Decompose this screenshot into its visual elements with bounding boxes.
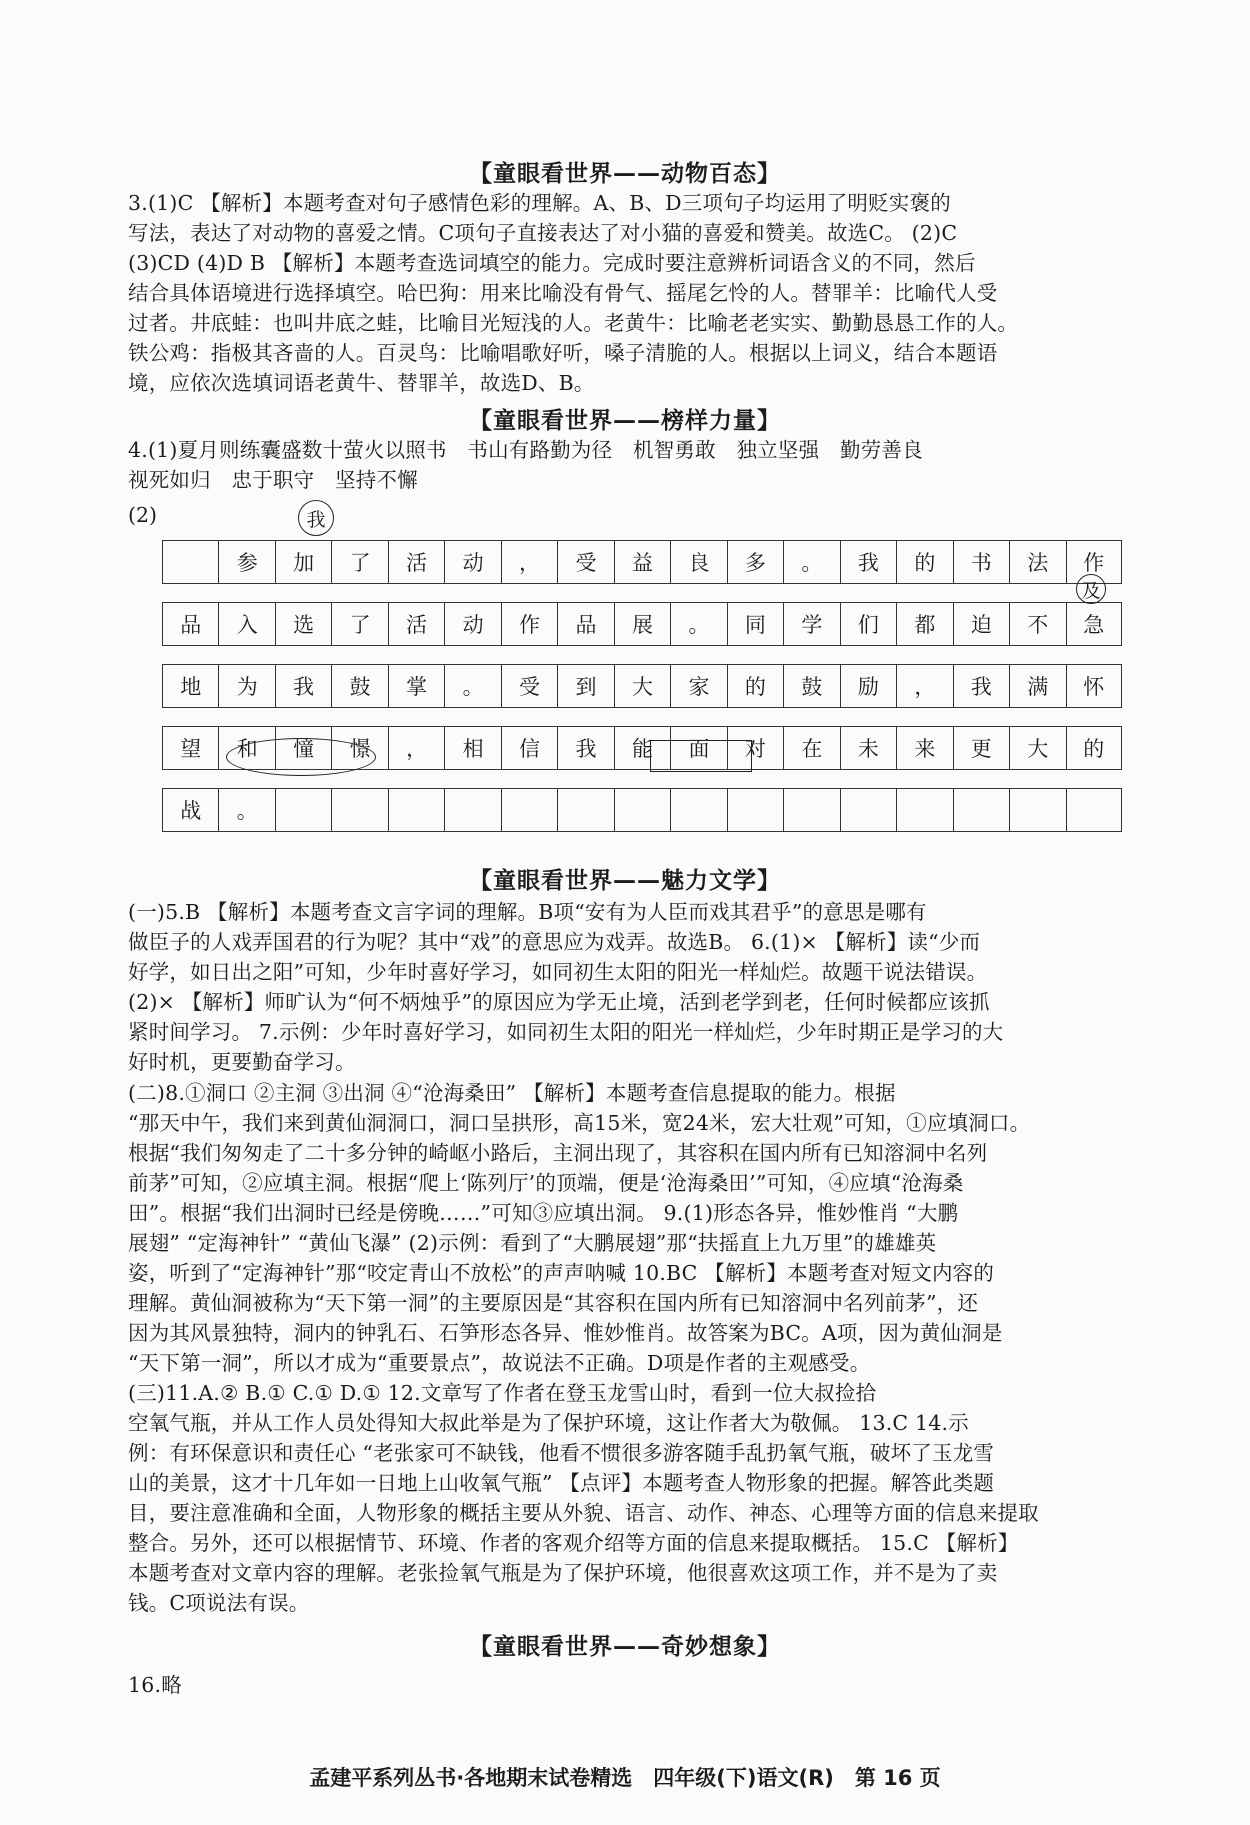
grid-cell: 我 <box>840 540 896 584</box>
grid-row <box>162 602 1122 646</box>
grid-cell: 品 <box>162 602 218 646</box>
grid-cell: 面 <box>670 726 726 770</box>
text-line: 3.(1)C 【解析】本题考查对句子感情色彩的理解。A、B、D三项句子均运用了明贬实褒的 <box>128 191 951 215</box>
grid-cell: 作 <box>1066 540 1123 584</box>
swap-mark <box>226 738 376 776</box>
grid-cell: 展 <box>614 602 670 646</box>
text-line: (一)5.B 【解析】本题考查文言字词的理解。B项“安有为人臣而戏其君乎”的意思是哪有 <box>128 900 927 924</box>
grid-cell <box>501 788 557 832</box>
section-title-animals: 【童眼看世界——动物百态】 <box>469 161 781 187</box>
insert-mark: 我 <box>298 500 334 536</box>
section-title-imagination: 【童眼看世界——奇妙想象】 <box>469 1634 781 1660</box>
section-title-literature: 【童眼看世界——魅力文学】 <box>469 868 781 894</box>
grid-cell: 受 <box>501 664 557 708</box>
grid-cell: 活 <box>388 540 444 584</box>
insert-mark: 及 <box>1076 574 1106 604</box>
grid-cell: 了 <box>331 602 387 646</box>
grid-cell: 大 <box>614 664 670 708</box>
grid-cell: 更 <box>953 726 1009 770</box>
grid-cell: 了 <box>331 540 387 584</box>
grid-cell: 受 <box>557 540 613 584</box>
grid-row <box>162 540 1122 584</box>
grid-cell <box>953 788 1009 832</box>
grid-cell: 入 <box>218 602 274 646</box>
grid-cell: 动 <box>444 602 500 646</box>
grid-cell: 来 <box>896 726 952 770</box>
grid-cell: 良 <box>670 540 726 584</box>
grid-cell: 憬 <box>331 726 387 770</box>
grid-cell: 信 <box>501 726 557 770</box>
answer-q3 <box>128 188 1108 398</box>
answer-q4-1 <box>128 435 1108 495</box>
grid-cell: 励 <box>840 664 896 708</box>
text-line: 因为其风景独特，洞内的钟乳石、石笋形态各异、惟妙惟肖。故答案为BC。A项，因为黄仙洞是 <box>128 1321 1003 1345</box>
grid-cell <box>1066 788 1123 832</box>
grid-cell: 活 <box>388 602 444 646</box>
grid-cell <box>557 788 613 832</box>
grid-cell: 都 <box>896 602 952 646</box>
grid-cell: 鼓 <box>331 664 387 708</box>
answer-q16: 16.略 <box>128 1673 182 1697</box>
text-line: 山的美景，这才十几年如一日地上山收氧气瓶” 【点评】本题考查人物形象的把握。解答此类题 <box>128 1471 995 1495</box>
answer-q11-15 <box>128 1378 1108 1618</box>
text-line: 好学，如日出之阳”可知，少年时喜好学习，如同初生太阳的阳光一样灿烂。故题干说法错误。 <box>128 960 988 984</box>
grid-cell: 到 <box>557 664 613 708</box>
grid-cell <box>783 788 839 832</box>
grid-cell: 怀 <box>1066 664 1123 708</box>
text-line: 空氧气瓶，并从工作人员处得知大叔此举是为了保护环境，这让作者大为敬佩。 13.C 14.示 <box>128 1411 969 1435</box>
text-line: (二)8.①洞口 ②主洞 ③出洞 ④“沧海桑田” 【解析】本题考查信息提取的能力。根据 <box>128 1081 896 1105</box>
text-line: 紧时间学习。 7.示例：少年时喜好学习，如同初生太阳的阳光一样灿烂，少年时期正是学习的大 <box>128 1020 1004 1044</box>
grid-cell <box>840 788 896 832</box>
text-line: 理解。黄仙洞被称为“天下第一洞”的主要原因是“其容积在国内所有已知溶洞中名列前茅”，还 <box>128 1291 979 1315</box>
grid-cell: ， <box>896 664 952 708</box>
text-line: 目，要注意准确和全面，人物形象的概括主要从外貌、语言、动作、神态、心理等方面的信息来提取 <box>128 1501 1039 1525</box>
grid-cell <box>1009 788 1065 832</box>
grid-cell: 。 <box>444 664 500 708</box>
grid-cell: ， <box>388 726 444 770</box>
grid-cell: 战 <box>162 788 218 832</box>
grid-cell: 们 <box>840 602 896 646</box>
grid-cell: 望 <box>162 726 218 770</box>
grid-cell: 满 <box>1009 664 1065 708</box>
text-line: 田”。根据“我们出洞时已经是傍晚……”可知③应填出洞。 9.(1)形态各异，惟妙惟肖 “大鹏 <box>128 1201 959 1225</box>
text-line: 姿，听到了“定海神针”那“咬定青山不放松”的声声呐喊 10.BC 【解析】本题考查对短文内容的 <box>128 1261 995 1285</box>
text-line: 好时机，更要勤奋学习。 <box>128 1050 356 1074</box>
grid-cell: 未 <box>840 726 896 770</box>
grid-cell: 为 <box>218 664 274 708</box>
grid-cell: 的 <box>1066 726 1123 770</box>
grid-cell <box>331 788 387 832</box>
grid-cell <box>670 788 726 832</box>
text-line: 4.(1)夏月则练囊盛数十萤火以照书 书山有路勤为径 机智勇敢 独立坚强 勤劳善良 <box>128 438 923 462</box>
grid-cell: 学 <box>783 602 839 646</box>
grid-cell: 多 <box>727 540 783 584</box>
text-line: 做臣子的人戏弄国君的行为呢？其中“戏”的意思应为戏弄。故选B。 6.(1)× 【解析】读“少而 <box>128 930 981 954</box>
grid-cell: 的 <box>896 540 952 584</box>
grid-cell: 憧 <box>275 726 331 770</box>
grid-cell: 掌 <box>388 664 444 708</box>
text-line: 钱。C项说法有误。 <box>128 1591 310 1615</box>
text-line: 本题考查对文章内容的理解。老张捡氧气瓶是为了保护环境，他很喜欢这项工作，并不是为了卖 <box>128 1561 998 1585</box>
grid-cell <box>388 788 444 832</box>
grid-cell: 和 <box>218 726 274 770</box>
text-line: 视死如归 忠于职守 坚持不懈 <box>128 468 418 492</box>
grid-cell: 参 <box>218 540 274 584</box>
grid-cell: 加 <box>275 540 331 584</box>
grid-cell: 作 <box>501 602 557 646</box>
grid-cell <box>162 540 218 584</box>
grid-cell: 的 <box>727 664 783 708</box>
grid-label: (2) <box>128 503 158 527</box>
grid-cell: 地 <box>162 664 218 708</box>
grid-cell: 品 <box>557 602 613 646</box>
grid-cell <box>896 788 952 832</box>
text-line: “天下第一洞”，所以才成为“重要景点”，故说法不正确。D项是作者的主观感受。 <box>128 1351 871 1375</box>
grid-cell: 鼓 <box>783 664 839 708</box>
text-line: (2)× 【解析】师旷认为“何不炳烛乎”的原因应为学无止境，活到老学到老，任何时候都应该抓 <box>128 990 990 1014</box>
text-line: 前茅”可知，②应填主洞。根据“爬上‘陈列厅’的顶端，便是‘沧海桑田’”可知，④应填“沧海桑 <box>128 1171 964 1195</box>
text-line: 整合。另外，还可以根据情节、环境、作者的客观介绍等方面的信息来提取概括。 15.C 【解析】 <box>128 1531 1019 1555</box>
grid-cell <box>275 788 331 832</box>
grid-cell: 。 <box>670 602 726 646</box>
grid-cell: 法 <box>1009 540 1065 584</box>
grid-cell <box>614 788 670 832</box>
swap-box-mark <box>650 740 752 772</box>
text-line: 铁公鸡：指极其吝啬的人。百灵鸟：比喻唱歌好听，嗓子清脆的人。根据以上词义，结合本题语 <box>128 341 998 365</box>
grid-cell: 家 <box>670 664 726 708</box>
grid-cell: 益 <box>614 540 670 584</box>
text-line: 结合具体语境进行选择填空。哈巴狗：用来比喻没有骨气、摇尾乞怜的人。替罪羊：比喻代人受 <box>128 281 998 305</box>
grid-cell: 书 <box>953 540 1009 584</box>
grid-row <box>162 788 1122 832</box>
grid-row <box>162 664 1122 708</box>
text-line: 展翅” “定海神针” “黄仙飞瀑” (2)示例：看到了“大鹏展翅”那“扶摇直上九万里”的雄雄英 <box>128 1231 937 1255</box>
grid-cell: 。 <box>783 540 839 584</box>
grid-cell: 急 <box>1066 602 1123 646</box>
text-line: “那天中午，我们来到黄仙洞洞口，洞口呈拱形，高15米，宽24米，宏大壮观”可知，①应填洞口。 <box>128 1111 1031 1135</box>
text-line: 写法，表达了对动物的喜爱之情。C项句子直接表达了对小猫的喜爱和赞美。故选C。 (2)C <box>128 221 958 245</box>
answer-q8-10 <box>128 1078 1108 1378</box>
answer-q5-7 <box>128 897 1108 1077</box>
grid-cell <box>444 788 500 832</box>
text-line: 例：有环保意识和责任心 “老张家可不缺钱，他看不惯很多游客随手乱扔氧气瓶，破坏了玉龙雪 <box>128 1441 995 1465</box>
grid-cell: 对 <box>727 726 783 770</box>
grid-cell <box>727 788 783 832</box>
grid-cell: 动 <box>444 540 500 584</box>
grid-cell: ， <box>501 540 557 584</box>
grid-cell: 不 <box>1009 602 1065 646</box>
text-line: 根据“我们匆匆走了二十多分钟的崎岖小路后，主洞出现了，其容积在国内所有已知溶洞中名列 <box>128 1141 988 1165</box>
grid-cell: 在 <box>783 726 839 770</box>
grid-cell: 能 <box>614 726 670 770</box>
grid-cell: 我 <box>953 664 1009 708</box>
grid-cell: 我 <box>275 664 331 708</box>
grid-cell: 选 <box>275 602 331 646</box>
section-title-role-models: 【童眼看世界——榜样力量】 <box>469 408 781 434</box>
grid-cell: 大 <box>1009 726 1065 770</box>
grid-cell: 我 <box>557 726 613 770</box>
grid-cell: 同 <box>727 602 783 646</box>
text-line: (三)11.A.② B.① C.① D.① 12.文章写了作者在登玉龙雪山时，看到一位大叔捡拾 <box>128 1381 877 1405</box>
page-footer: 孟建平系列丛书·各地期末试卷精选 四年级(下)语文(R) 第 16 页 <box>309 1766 941 1790</box>
text-line: 境，应依次选填词语老黄牛、替罪羊，故选D、B。 <box>128 371 595 395</box>
text-line: (3)CD (4)D B 【解析】本题考查选词填空的能力。完成时要注意辨析词语含义的不同，然后 <box>128 251 976 275</box>
grid-cell: 。 <box>218 788 274 832</box>
grid-cell: 迫 <box>953 602 1009 646</box>
grid-cell: 相 <box>444 726 500 770</box>
text-line: 过者。井底蛙：也叫井底之蛙，比喻目光短浅的人。老黄牛：比喻老老实实、勤勤恳恳工作的人。 <box>128 311 1019 335</box>
